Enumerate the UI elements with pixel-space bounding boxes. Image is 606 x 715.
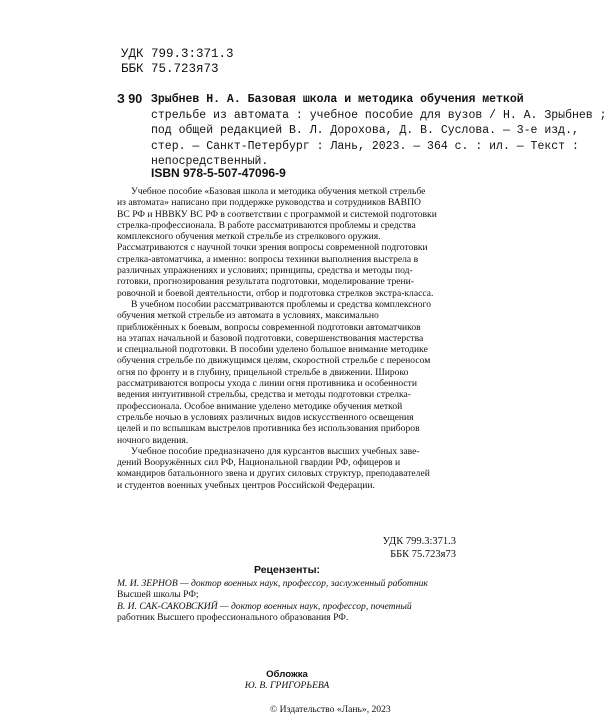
abstract-line: ведения интуитивной стрельбы, средства и методы подготовки стрелка-	[117, 389, 411, 401]
abstract-line: обучения стрельбе по движущимся целям, скоростной стрельбе с переносом	[117, 355, 431, 367]
isbn: ISBN 978-5-507-47096-9	[151, 166, 286, 180]
abstract-line: Рассматриваются с научной точки зрения вопросы современной подготовки	[117, 242, 428, 254]
abstract-line: командиров батальонного звена и других силовых структур, преподавателей	[117, 468, 430, 480]
abstract-line: Учебное пособие «Базовая школа и методика обучения меткой стрельбе	[131, 186, 426, 197]
abstract-line: стрелка-автоматчика, а именно: вопросы техники выполнения выстрела в	[117, 253, 419, 265]
abstract-line: стрельбе ночью в условиях различных видов искусственного освещения	[117, 411, 414, 423]
catalog-line: стрельбе из автомата : учебное пособие для вузов / Н. А. Зрыбнев ;	[151, 108, 606, 122]
reviewer-line: М. И. ЗЕРНОВ — доктор военных наук, профессор, заслуженный работник	[117, 578, 428, 589]
reviewer-line: В. И. САК-САКОВСКИЙ — доктор военных наук, профессор, почетный	[117, 600, 412, 612]
abstract-line: дений Вооружённых сил РФ, Национальной гвардии РФ, офицеров и	[117, 457, 401, 469]
udk-code: УДК 799.3:371.3	[121, 47, 234, 61]
abstract-line: на этапах начальной и базовой подготовки, совершенствования мастерства	[117, 332, 424, 344]
abstract-line: целей и по вспышкам выстрелов противника без использования приборов	[117, 423, 420, 435]
bbk-code: ББК 75.723я73	[121, 62, 219, 76]
abstract	[117, 186, 457, 491]
cover-heading: Обложка	[266, 669, 308, 680]
abstract-line: из автомата» написано при поддержке руководства и сотрудников ВАВПО	[117, 197, 421, 209]
abstract-line: ночного видения.	[117, 434, 189, 446]
abstract-line: готовки, прогнозирования результата подготовки, моделирование трени-	[117, 276, 414, 288]
abstract-line: профессионала. Особое внимание уделено методике обучения меткой	[117, 400, 403, 412]
abstract-line: ровочной и боевой деятельности, отбор и подготовка стрелков экстра-класса.	[117, 287, 434, 299]
cover-author: Ю. В. ГРИГОРЬЕВА	[244, 680, 330, 691]
abstract-line: рассматриваются вопросы ухода с линии огня противника и особенности	[117, 378, 418, 390]
abstract-line: различных упражнениях и условиях; принципы, средства и методы под-	[117, 265, 413, 277]
copyright-line: © Издательство «Лань», 2023	[270, 704, 391, 715]
abstract-line: приближённых к боевым, вопросы современной подготовки автоматчиков	[117, 321, 421, 333]
catalog-line: стер. — Санкт-Петербург : Лань, 2023. — 364 с. : ил. — Текст :	[151, 139, 579, 153]
reviewer-line: Высшей школы РФ;	[117, 589, 199, 601]
catalog-entry	[151, 92, 606, 170]
abstract-line: огня по фронту и в глубину, прицельной стрельбе в движении. Широко	[117, 366, 409, 378]
udk-code: УДК 799.3:371.3	[382, 536, 456, 547]
classification-codes-bottom	[383, 535, 456, 561]
abstract-line: комплексного обучения меткой стрельбе из стрелкового оружия.	[117, 231, 381, 243]
catalog-line: Зрыбнев Н. А. Базовая школа и методика обучения меткой	[151, 93, 524, 106]
abstract-line: и студентов военных учебных центров Российской Федерации.	[117, 479, 375, 491]
copyright-notices	[270, 704, 391, 715]
bbk-code: ББК 75.723я73	[390, 549, 456, 560]
classification-codes-top	[121, 47, 234, 77]
reviewers-heading: Рецензенты:	[253, 564, 321, 576]
reviewer-line: работник Высшего профессионального образования РФ.	[117, 611, 349, 623]
abstract-line: и специальной подготовки. В пособии уделено большое внимание методике	[117, 344, 428, 356]
author-mark: З 90	[117, 92, 143, 106]
abstract-line: В учебном пособии рассматриваются проблемы и средства комплексного	[131, 298, 432, 310]
catalog-line: непосредственный.	[151, 155, 269, 168]
abstract-line: Учебное пособие предназначено для курсантов высших учебных заве-	[131, 445, 420, 457]
abstract-line: ВС РФ и НВВКУ ВС РФ в соответствии с программой и системой подготовки	[117, 208, 437, 220]
abstract-line: стрелка-профессионала. В работе рассматриваются проблемы и средства	[117, 219, 416, 231]
reviewers-list	[117, 578, 457, 623]
abstract-line: обучения меткой стрельбе из автомата в условиях, максимально	[117, 310, 379, 322]
catalog-line: под общей редакцией В. Л. Дорохова, Д. В. Суслова. — 3-е изд.,	[151, 124, 579, 137]
